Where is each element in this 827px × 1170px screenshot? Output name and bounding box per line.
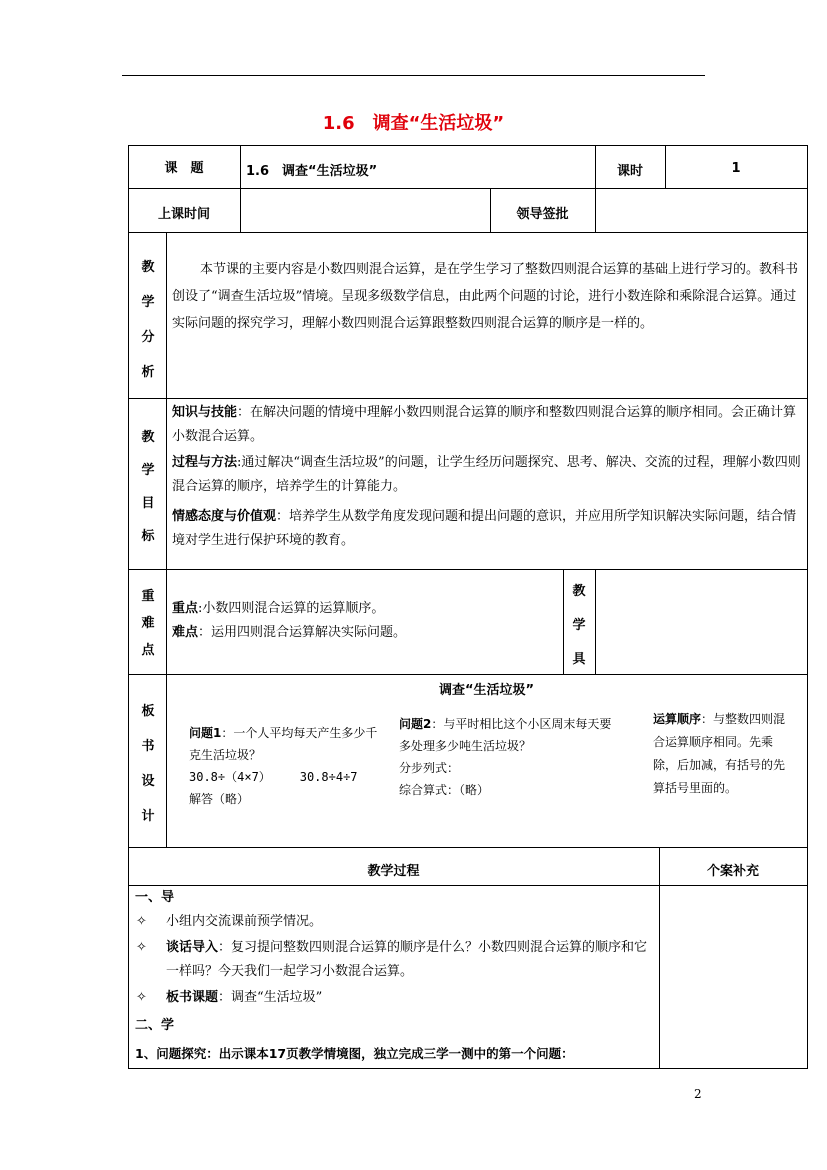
key-points-label: 重 难 点 bbox=[141, 589, 155, 658]
hours-value: 1 bbox=[731, 161, 741, 176]
supplement-header: 个案补充 bbox=[706, 864, 759, 879]
analysis-label: 教 学 分 析 bbox=[141, 260, 155, 380]
table-border bbox=[128, 398, 808, 399]
table-border bbox=[128, 1068, 808, 1069]
bullet-item: 小组内交流课前预学情况。 bbox=[166, 914, 323, 929]
board-question1: 问题1：一个人平均每天产生多少千克生活垃圾？ 30.8÷（4×7） 30.8÷4÷7 解答（略） bbox=[189, 726, 378, 806]
table-border bbox=[595, 569, 596, 674]
bullet-icon: ✧ bbox=[136, 914, 147, 929]
table-border bbox=[128, 145, 808, 146]
topic-label: 课 题 bbox=[164, 161, 204, 176]
bullet-icon: ✧ bbox=[136, 990, 147, 1005]
board-title: 调查“生活垃圾” bbox=[438, 683, 535, 698]
page-title: 1.6 调查“生活垃圾” bbox=[322, 113, 505, 134]
goal-knowledge: 知识与技能：在解决问题的情境中理解小数四则混合运算的顺序和整数四则混合运算的顺序相同。会正确计算小数混合运算。 bbox=[172, 405, 797, 444]
table-border bbox=[128, 885, 808, 886]
difficult-point: 难点：运用四则混合运算解决实际问题。 bbox=[172, 625, 407, 640]
table-border bbox=[807, 145, 808, 1069]
table-border bbox=[128, 674, 808, 675]
board-label: 板 书 设 计 bbox=[141, 704, 155, 824]
board-question2: 问题2：与平时相比这个小区周末每天要多处理多少吨生活垃圾？ 分步列式： 综合算式：（略） bbox=[399, 717, 612, 797]
section-learn: 二、学 bbox=[135, 1018, 175, 1033]
approval-label: 领导签批 bbox=[516, 207, 569, 222]
table-border bbox=[240, 145, 241, 232]
tools-label: 教 学 具 bbox=[572, 584, 586, 667]
goal-attitude: 情感态度与价值观：培养学生从数学角度发现问题和提出问题的意识，并应用所学知识解决实际问题，结合情境对学生进行保护环境的教育。 bbox=[172, 509, 797, 548]
board-order: 运算顺序：与整数四则混合运算顺序相同。先乘除，后加减，有括号的先算括号里面的。 bbox=[653, 712, 786, 795]
bullet-item: 谈话导入：复习提问整数四则混合运算的顺序是什么？小数四则混合运算的顺序和它一样吗？今天我们一起学习小数混合运算。 bbox=[166, 940, 648, 979]
table-border bbox=[128, 188, 808, 189]
key-point: 重点:小数四则混合运算的运算顺序。 bbox=[172, 601, 385, 616]
table-border bbox=[595, 188, 596, 232]
class-time-label: 上课时间 bbox=[157, 207, 210, 222]
table-border bbox=[166, 232, 167, 847]
header-rule bbox=[122, 75, 705, 76]
goals-label: 教 学 目 标 bbox=[141, 430, 155, 544]
topic-value: 1.6 调查“生活垃圾” bbox=[246, 164, 378, 179]
table-border bbox=[128, 232, 808, 233]
goal-process: 过程与方法:通过解决“调查生活垃圾”的问题，让学生经历问题探究、思考、解决、交流的过程，理解小数四则混合运算的顺序，培养学生的计算能力。 bbox=[172, 455, 801, 494]
step-one: 1、问题探究：出示课本17页教学情境图，独立完成三学一测中的第一个问题： bbox=[135, 1046, 574, 1061]
goals-text bbox=[172, 401, 804, 553]
bullet-item: 板书课题：调查“生活垃圾” bbox=[166, 990, 323, 1005]
section-guide: 一、导 bbox=[135, 890, 175, 905]
table-border bbox=[128, 145, 129, 1069]
table-border bbox=[128, 847, 808, 848]
analysis-text: 本节课的主要内容是小数四则混合运算，是在学生学习了整数四则混合运算的基础上进行学习的。教科书创设了“调查生活垃圾”情境。呈现多级数学信息，由此两个问题的讨论，进行小数连除和乘除混合运算。通过实际问题的探究学习，理解小数四则混合运算跟整数四则混合运算的顺序是一样的。 bbox=[172, 262, 799, 331]
page-number: 2 bbox=[694, 1087, 702, 1101]
bullet-icon: ✧ bbox=[136, 940, 147, 955]
process-header: 教学过程 bbox=[367, 864, 420, 879]
hours-label: 课时 bbox=[616, 164, 643, 179]
table-border bbox=[128, 569, 808, 570]
